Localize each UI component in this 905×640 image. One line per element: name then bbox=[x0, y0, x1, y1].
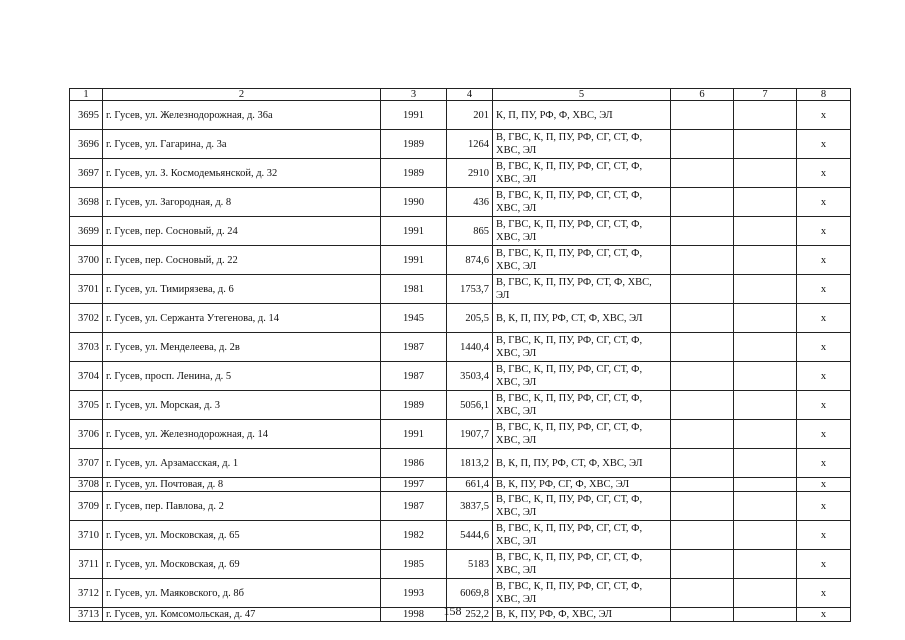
area-cell: 6069,8 bbox=[447, 579, 493, 608]
year-cell: 1981 bbox=[381, 275, 447, 304]
column6-cell bbox=[671, 246, 734, 275]
works-cell: В, ГВС, К, П, ПУ, РФ, СГ, СТ, Ф, ХВС, ЭЛ bbox=[493, 579, 671, 608]
column7-cell bbox=[734, 333, 797, 362]
row-number: 3702 bbox=[70, 304, 103, 333]
year-cell: 1985 bbox=[381, 550, 447, 579]
year-cell: 1991 bbox=[381, 420, 447, 449]
row-number: 3696 bbox=[70, 130, 103, 159]
address-cell: г. Гусев, ул. Гагарина, д. 3а bbox=[103, 130, 381, 159]
table-row bbox=[70, 391, 851, 420]
row-number: 3710 bbox=[70, 521, 103, 550]
column7-cell bbox=[734, 362, 797, 391]
column6-cell bbox=[671, 159, 734, 188]
mark-cell: x bbox=[797, 188, 851, 217]
row-number: 3704 bbox=[70, 362, 103, 391]
year-cell: 1987 bbox=[381, 492, 447, 521]
mark-cell: x bbox=[797, 333, 851, 362]
table-row bbox=[70, 130, 851, 159]
area-cell: 201 bbox=[447, 101, 493, 130]
mark-cell: x bbox=[797, 159, 851, 188]
table-row bbox=[70, 478, 851, 492]
area-cell: 1907,7 bbox=[447, 420, 493, 449]
address-cell: г. Гусев, ул. Тимирязева, д. 6 bbox=[103, 275, 381, 304]
column6-cell bbox=[671, 217, 734, 246]
address-cell: г. Гусев, пер. Павлова, д. 2 bbox=[103, 492, 381, 521]
column-header: 4 bbox=[447, 89, 493, 101]
area-cell: 3837,5 bbox=[447, 492, 493, 521]
works-cell: В, ГВС, К, П, ПУ, РФ, СГ, СТ, Ф, ХВС, ЭЛ bbox=[493, 521, 671, 550]
area-cell: 205,5 bbox=[447, 304, 493, 333]
column7-cell bbox=[734, 246, 797, 275]
column7-cell bbox=[734, 188, 797, 217]
year-cell: 1991 bbox=[381, 217, 447, 246]
registry-table bbox=[69, 88, 851, 622]
mark-cell: x bbox=[797, 275, 851, 304]
table-row bbox=[70, 333, 851, 362]
address-cell: г. Гусев, ул. Маяковского, д. 8б bbox=[103, 579, 381, 608]
area-cell: 5056,1 bbox=[447, 391, 493, 420]
table-row bbox=[70, 159, 851, 188]
row-number: 3697 bbox=[70, 159, 103, 188]
address-cell: г. Гусев, ул. Железнодорожная, д. 36а bbox=[103, 101, 381, 130]
mark-cell: x bbox=[797, 492, 851, 521]
mark-cell: x bbox=[797, 420, 851, 449]
table-row bbox=[70, 275, 851, 304]
works-cell: В, ГВС, К, П, ПУ, РФ, СГ, СТ, Ф, ХВС, ЭЛ bbox=[493, 362, 671, 391]
table-row bbox=[70, 420, 851, 449]
column-header: 6 bbox=[671, 89, 734, 101]
column6-cell bbox=[671, 304, 734, 333]
year-cell: 1993 bbox=[381, 579, 447, 608]
area-cell: 1753,7 bbox=[447, 275, 493, 304]
mark-cell: x bbox=[797, 101, 851, 130]
mark-cell: x bbox=[797, 608, 851, 622]
works-cell: В, ГВС, К, П, ПУ, РФ, СГ, СТ, Ф, ХВС, ЭЛ bbox=[493, 492, 671, 521]
column-header: 2 bbox=[103, 89, 381, 101]
address-cell: г. Гусев, ул. Комсомольская, д. 47 bbox=[103, 608, 381, 622]
mark-cell: x bbox=[797, 362, 851, 391]
row-number: 3713 bbox=[70, 608, 103, 622]
column-header: 1 bbox=[70, 89, 103, 101]
table-row bbox=[70, 217, 851, 246]
column7-cell bbox=[734, 478, 797, 492]
column6-cell bbox=[671, 420, 734, 449]
works-cell: В, ГВС, К, П, ПУ, РФ, СГ, СТ, Ф, ХВС, ЭЛ bbox=[493, 333, 671, 362]
mark-cell: x bbox=[797, 391, 851, 420]
page-number: 158 bbox=[443, 604, 462, 618]
header-row bbox=[70, 89, 851, 101]
address-cell: г. Гусев, пер. Сосновый, д. 22 bbox=[103, 246, 381, 275]
area-cell: 252,2 bbox=[447, 608, 493, 622]
address-cell: г. Гусев, ул. Почтовая, д. 8 bbox=[103, 478, 381, 492]
table-row bbox=[70, 304, 851, 333]
row-number: 3711 bbox=[70, 550, 103, 579]
column7-cell bbox=[734, 275, 797, 304]
works-cell: В, К, ПУ, РФ, СГ, Ф, ХВС, ЭЛ bbox=[493, 478, 671, 492]
row-number: 3695 bbox=[70, 101, 103, 130]
row-number: 3699 bbox=[70, 217, 103, 246]
mark-cell: x bbox=[797, 304, 851, 333]
works-cell: В, ГВС, К, П, ПУ, РФ, СГ, СТ, Ф, ХВС, ЭЛ bbox=[493, 246, 671, 275]
year-cell: 1989 bbox=[381, 159, 447, 188]
mark-cell: x bbox=[797, 579, 851, 608]
mark-cell: x bbox=[797, 449, 851, 478]
address-cell: г. Гусев, просп. Ленина, д. 5 bbox=[103, 362, 381, 391]
mark-cell: x bbox=[797, 246, 851, 275]
year-cell: 1987 bbox=[381, 362, 447, 391]
table-row bbox=[70, 550, 851, 579]
works-cell: В, ГВС, К, П, ПУ, РФ, СГ, СТ, Ф, ХВС, ЭЛ bbox=[493, 550, 671, 579]
address-cell: г. Гусев, ул. Арзамасская, д. 1 bbox=[103, 449, 381, 478]
year-cell: 1998 bbox=[381, 608, 447, 622]
row-number: 3701 bbox=[70, 275, 103, 304]
address-cell: г. Гусев, ул. Загородная, д. 8 bbox=[103, 188, 381, 217]
area-cell: 1440,4 bbox=[447, 333, 493, 362]
mark-cell: x bbox=[797, 550, 851, 579]
column7-cell bbox=[734, 420, 797, 449]
area-cell: 874,6 bbox=[447, 246, 493, 275]
mark-cell: x bbox=[797, 521, 851, 550]
row-number: 3706 bbox=[70, 420, 103, 449]
column7-cell bbox=[734, 521, 797, 550]
area-cell: 865 bbox=[447, 217, 493, 246]
column6-cell bbox=[671, 275, 734, 304]
year-cell: 1945 bbox=[381, 304, 447, 333]
works-cell: В, ГВС, К, П, ПУ, РФ, СГ, СТ, Ф, ХВС, ЭЛ bbox=[493, 217, 671, 246]
works-cell: В, ГВС, К, П, ПУ, РФ, СГ, СТ, Ф, ХВС, ЭЛ bbox=[493, 159, 671, 188]
address-cell: г. Гусев, ул. Железнодорожная, д. 14 bbox=[103, 420, 381, 449]
row-number: 3705 bbox=[70, 391, 103, 420]
column6-cell bbox=[671, 130, 734, 159]
column6-cell bbox=[671, 449, 734, 478]
works-cell: В, ГВС, К, П, ПУ, РФ, СГ, СТ, Ф, ХВС, ЭЛ bbox=[493, 420, 671, 449]
column-header: 7 bbox=[734, 89, 797, 101]
address-cell: г. Гусев, ул. З. Космодемьянской, д. 32 bbox=[103, 159, 381, 188]
address-cell: г. Гусев, ул. Менделеева, д. 2в bbox=[103, 333, 381, 362]
column6-cell bbox=[671, 362, 734, 391]
address-cell: г. Гусев, ул. Морская, д. 3 bbox=[103, 391, 381, 420]
year-cell: 1989 bbox=[381, 391, 447, 420]
works-cell: В, К, П, ПУ, РФ, СТ, Ф, ХВС, ЭЛ bbox=[493, 449, 671, 478]
column6-cell bbox=[671, 333, 734, 362]
column7-cell bbox=[734, 130, 797, 159]
column6-cell bbox=[671, 391, 734, 420]
column6-cell bbox=[671, 521, 734, 550]
area-cell: 3503,4 bbox=[447, 362, 493, 391]
column6-cell bbox=[671, 492, 734, 521]
year-cell: 1987 bbox=[381, 333, 447, 362]
column7-cell bbox=[734, 217, 797, 246]
area-cell: 1264 bbox=[447, 130, 493, 159]
row-number: 3708 bbox=[70, 478, 103, 492]
column-header: 5 bbox=[493, 89, 671, 101]
column6-cell bbox=[671, 101, 734, 130]
mark-cell: x bbox=[797, 130, 851, 159]
row-number: 3709 bbox=[70, 492, 103, 521]
works-cell: В, ГВС, К, П, ПУ, РФ, СГ, СТ, Ф, ХВС, ЭЛ bbox=[493, 188, 671, 217]
year-cell: 1989 bbox=[381, 130, 447, 159]
row-number: 3712 bbox=[70, 579, 103, 608]
year-cell: 1991 bbox=[381, 101, 447, 130]
column6-cell bbox=[671, 478, 734, 492]
year-cell: 1982 bbox=[381, 521, 447, 550]
column7-cell bbox=[734, 391, 797, 420]
table-row bbox=[70, 362, 851, 391]
column7-cell bbox=[734, 492, 797, 521]
column-header: 8 bbox=[797, 89, 851, 101]
table-row bbox=[70, 492, 851, 521]
works-cell: К, П, ПУ, РФ, Ф, ХВС, ЭЛ bbox=[493, 101, 671, 130]
mark-cell: x bbox=[797, 478, 851, 492]
column-header: 3 bbox=[381, 89, 447, 101]
works-cell: В, К, ПУ, РФ, Ф, ХВС, ЭЛ bbox=[493, 608, 671, 622]
column6-cell bbox=[671, 550, 734, 579]
row-number: 3700 bbox=[70, 246, 103, 275]
column7-cell bbox=[734, 304, 797, 333]
area-cell: 436 bbox=[447, 188, 493, 217]
table-row bbox=[70, 188, 851, 217]
row-number: 3703 bbox=[70, 333, 103, 362]
year-cell: 1990 bbox=[381, 188, 447, 217]
works-cell: В, К, П, ПУ, РФ, СТ, Ф, ХВС, ЭЛ bbox=[493, 304, 671, 333]
address-cell: г. Гусев, пер. Сосновый, д. 24 bbox=[103, 217, 381, 246]
works-cell: В, ГВС, К, П, ПУ, РФ, СТ, Ф, ХВС, ЭЛ bbox=[493, 275, 671, 304]
row-number: 3707 bbox=[70, 449, 103, 478]
column7-cell bbox=[734, 550, 797, 579]
year-cell: 1991 bbox=[381, 246, 447, 275]
address-cell: г. Гусев, ул. Московская, д. 69 bbox=[103, 550, 381, 579]
address-cell: г. Гусев, ул. Сержанта Утегенова, д. 14 bbox=[103, 304, 381, 333]
column7-cell bbox=[734, 159, 797, 188]
year-cell: 1997 bbox=[381, 478, 447, 492]
column6-cell bbox=[671, 188, 734, 217]
area-cell: 2910 bbox=[447, 159, 493, 188]
works-cell: В, ГВС, К, П, ПУ, РФ, СГ, СТ, Ф, ХВС, ЭЛ bbox=[493, 130, 671, 159]
row-number: 3698 bbox=[70, 188, 103, 217]
table-row bbox=[70, 521, 851, 550]
mark-cell: x bbox=[797, 217, 851, 246]
year-cell: 1986 bbox=[381, 449, 447, 478]
area-cell: 5444,6 bbox=[447, 521, 493, 550]
area-cell: 661,4 bbox=[447, 478, 493, 492]
table-row bbox=[70, 246, 851, 275]
table-row bbox=[70, 101, 851, 130]
area-cell: 5183 bbox=[447, 550, 493, 579]
column7-cell bbox=[734, 449, 797, 478]
table-row bbox=[70, 449, 851, 478]
address-cell: г. Гусев, ул. Московская, д. 65 bbox=[103, 521, 381, 550]
column7-cell bbox=[734, 101, 797, 130]
area-cell: 1813,2 bbox=[447, 449, 493, 478]
works-cell: В, ГВС, К, П, ПУ, РФ, СГ, СТ, Ф, ХВС, ЭЛ bbox=[493, 391, 671, 420]
